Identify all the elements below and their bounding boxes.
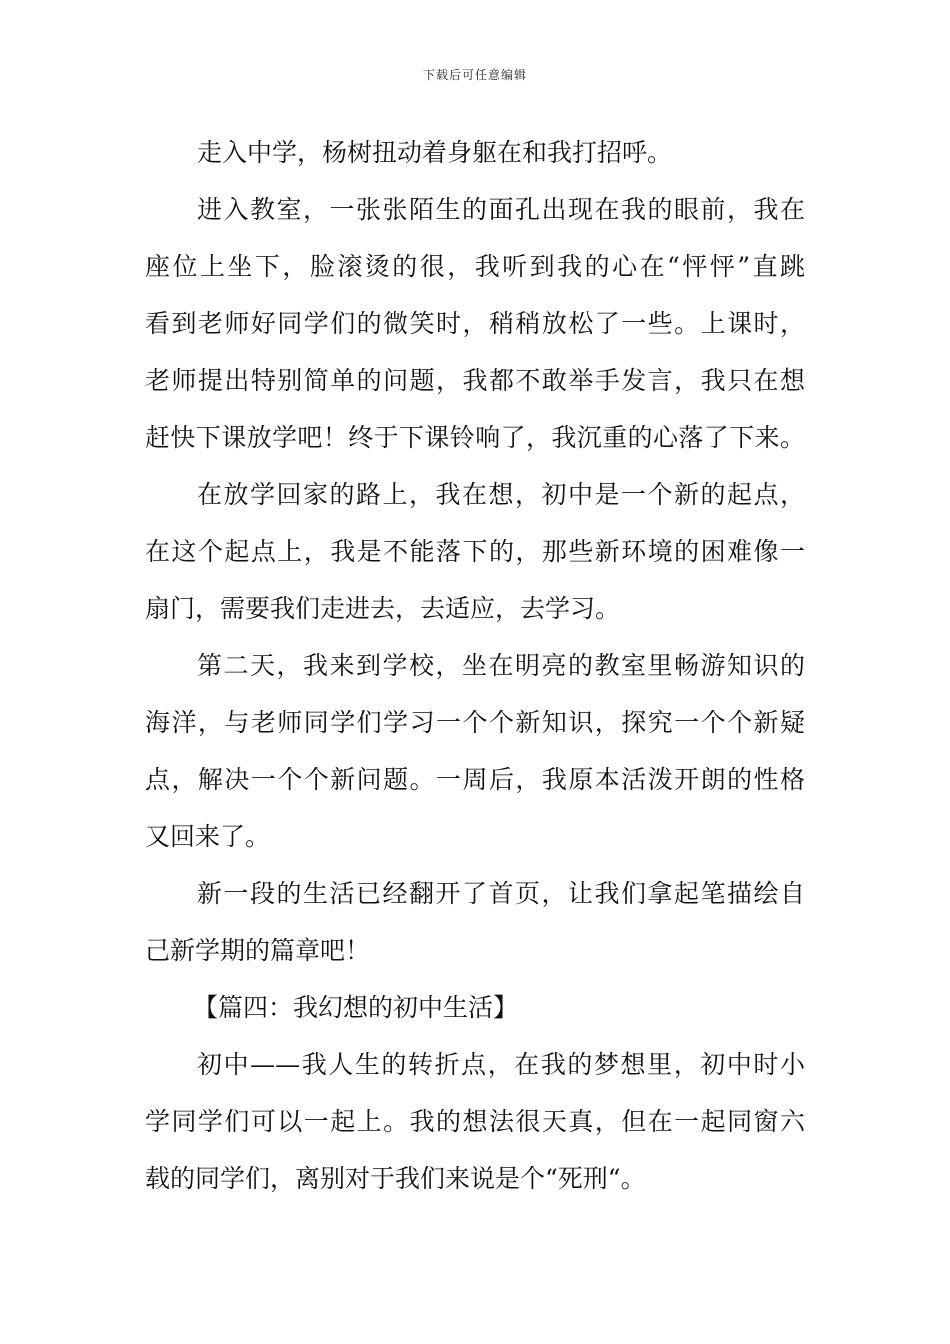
text-line: 老师提出特别简单的问题，我都不敢举手发言，我只在想 [145, 366, 805, 395]
text-line: 学同学们可以一起上。我的想法很天真，但在一起同窗六 [145, 1107, 805, 1136]
text-line: 在这个起点上，我是不能落下的，那些新环境的困难像一 [145, 537, 805, 566]
header-note: 下载后可任意编辑 [422, 68, 527, 82]
text-line: 又回来了。 [145, 822, 271, 851]
text-line: 点，解决一个个新问题。一周后，我原本活泼开朗的性格 [145, 765, 805, 794]
text-line: 载的同学们，离别对于我们来说是个“死刑“。 [145, 1164, 646, 1193]
text-line: 第二天，我来到学校，坐在明亮的教室里畅游知识的 [197, 651, 805, 680]
text-line: 己新学期的篇章吧！ [145, 936, 371, 965]
text-line: 座位上坐下，脸滚烫的很，我听到我的心在“怦怦”直跳 [145, 252, 805, 281]
text-line: 进入教室，一张张陌生的面孔出现在我的眼前，我在 [197, 195, 805, 224]
text-line: 赶快下课放学吧！终于下课铃响了，我沉重的心落了下来。 [145, 423, 805, 452]
text-line: 看到老师好同学们的微笑时，稍稍放松了一些。上课时， [145, 309, 805, 338]
text-line: 扇门，需要我们走进去，去适应，去学习。 [145, 594, 621, 623]
text-line: 新一段的生活已经翻开了首页，让我们拿起笔描绘自 [197, 879, 805, 908]
document-body [145, 124, 805, 1207]
text-line: 海洋，与老师同学们学习一个个新知识，探究一个个新疑 [145, 708, 805, 737]
text-line: 在放学回家的路上，我在想，初中是一个新的起点， [197, 480, 805, 509]
section-heading: 【篇四：我幻想的初中生活】 [193, 993, 519, 1022]
text-line: 走入中学，杨树扭动着身躯在和我打招呼。 [197, 138, 673, 167]
text-line: 初中——我人生的转折点，在我的梦想里，初中时小 [197, 1050, 805, 1079]
